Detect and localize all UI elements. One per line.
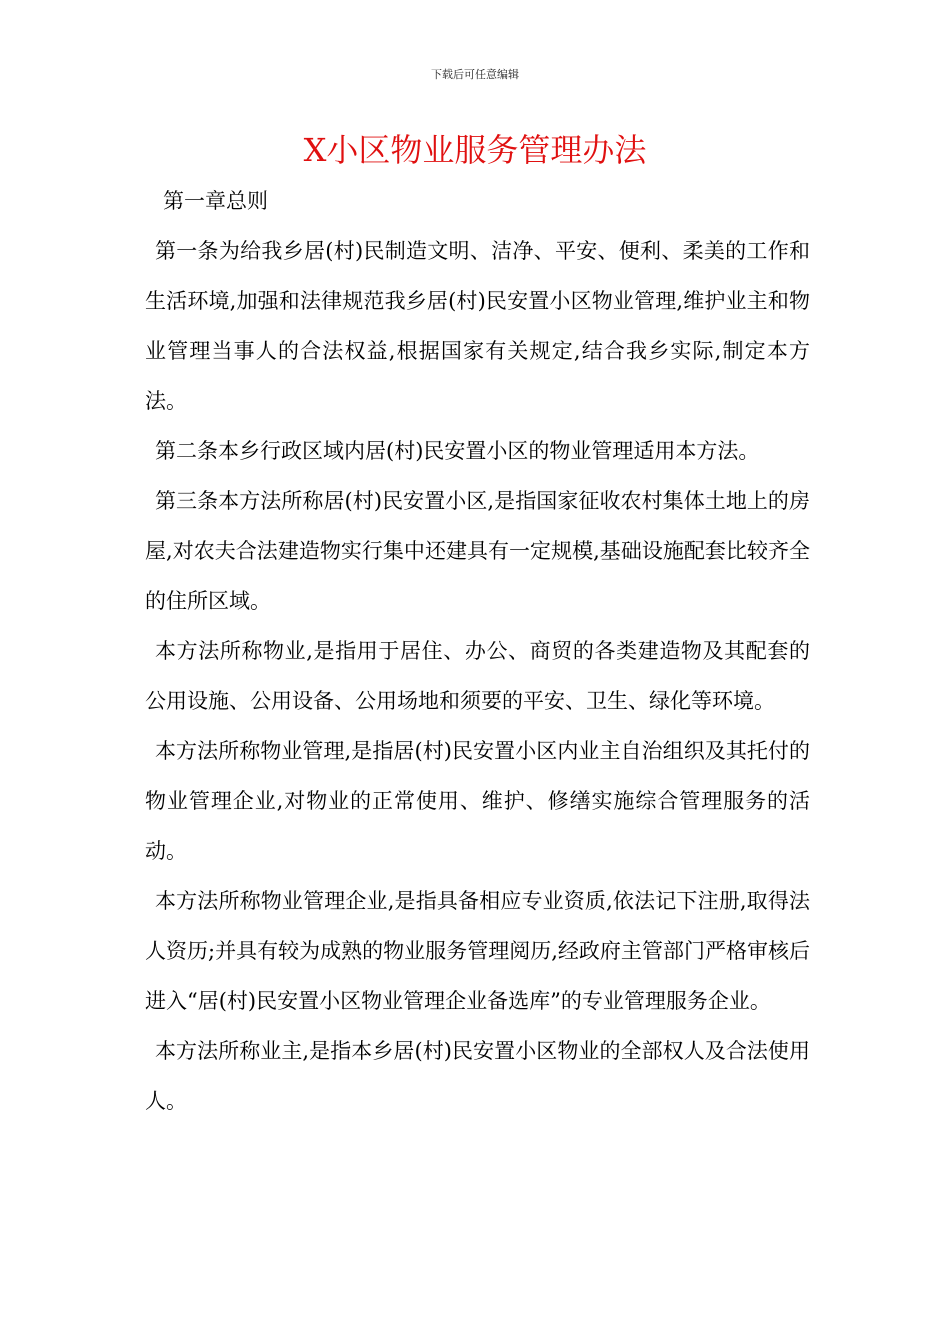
document-body (145, 176, 810, 1126)
paragraph-article-1: 第一条为给我乡居(村)民制造文明、洁净、平安、便利、柔美的工作和生活环境,加强和法律规范我乡居(村)民安置小区物业管理,维护业主和物业管理当事人的合法权益,根据国家有关规定,结合我乡实际,制定本方法。 (145, 239, 810, 413)
paragraph-owner-definition: 本方法所称业主,是指本乡居(村)民安置小区物业的全部权人及合法使用人。 (145, 1039, 810, 1113)
paragraph-article-3: 第三条本方法所称居(村)民安置小区,是指国家征收农村集体土地上的房屋,对农夫合法建造物实行集中还建具有一定规模,基础设施配套比较齐全的住所区域。 (145, 489, 810, 613)
paragraph-company-definition: 本方法所称物业管理企业,是指具备相应专业资质,依法记下注册,取得法人资历;并具有较为成熟的物业服务管理阅历,经政府主管部门严格审核后进入“居(村)民安置小区物业管理企业备选库”的专业管理服务企业。 (145, 889, 810, 1013)
paragraph-article-2: 第二条本乡行政区域内居(村)民安置小区的物业管理适用本方法。 (155, 439, 760, 463)
chapter-heading: 第一章总则 (163, 189, 268, 213)
document-title: X小区物业服务管理办法 (303, 131, 647, 169)
header-note: 下载后可任意编辑 (431, 68, 519, 81)
paragraph-property-definition: 本方法所称物业,是指用于居住、办公、商贸的各类建造物及其配套的公用设施、公用设备、公用场地和须要的平安、卫生、绿化等环境。 (145, 639, 810, 713)
paragraph-management-definition: 本方法所称物业管理,是指居(村)民安置小区内业主自治组织及其托付的物业管理企业,对物业的正常使用、维护、修缮实施综合管理服务的活动。 (145, 739, 810, 863)
